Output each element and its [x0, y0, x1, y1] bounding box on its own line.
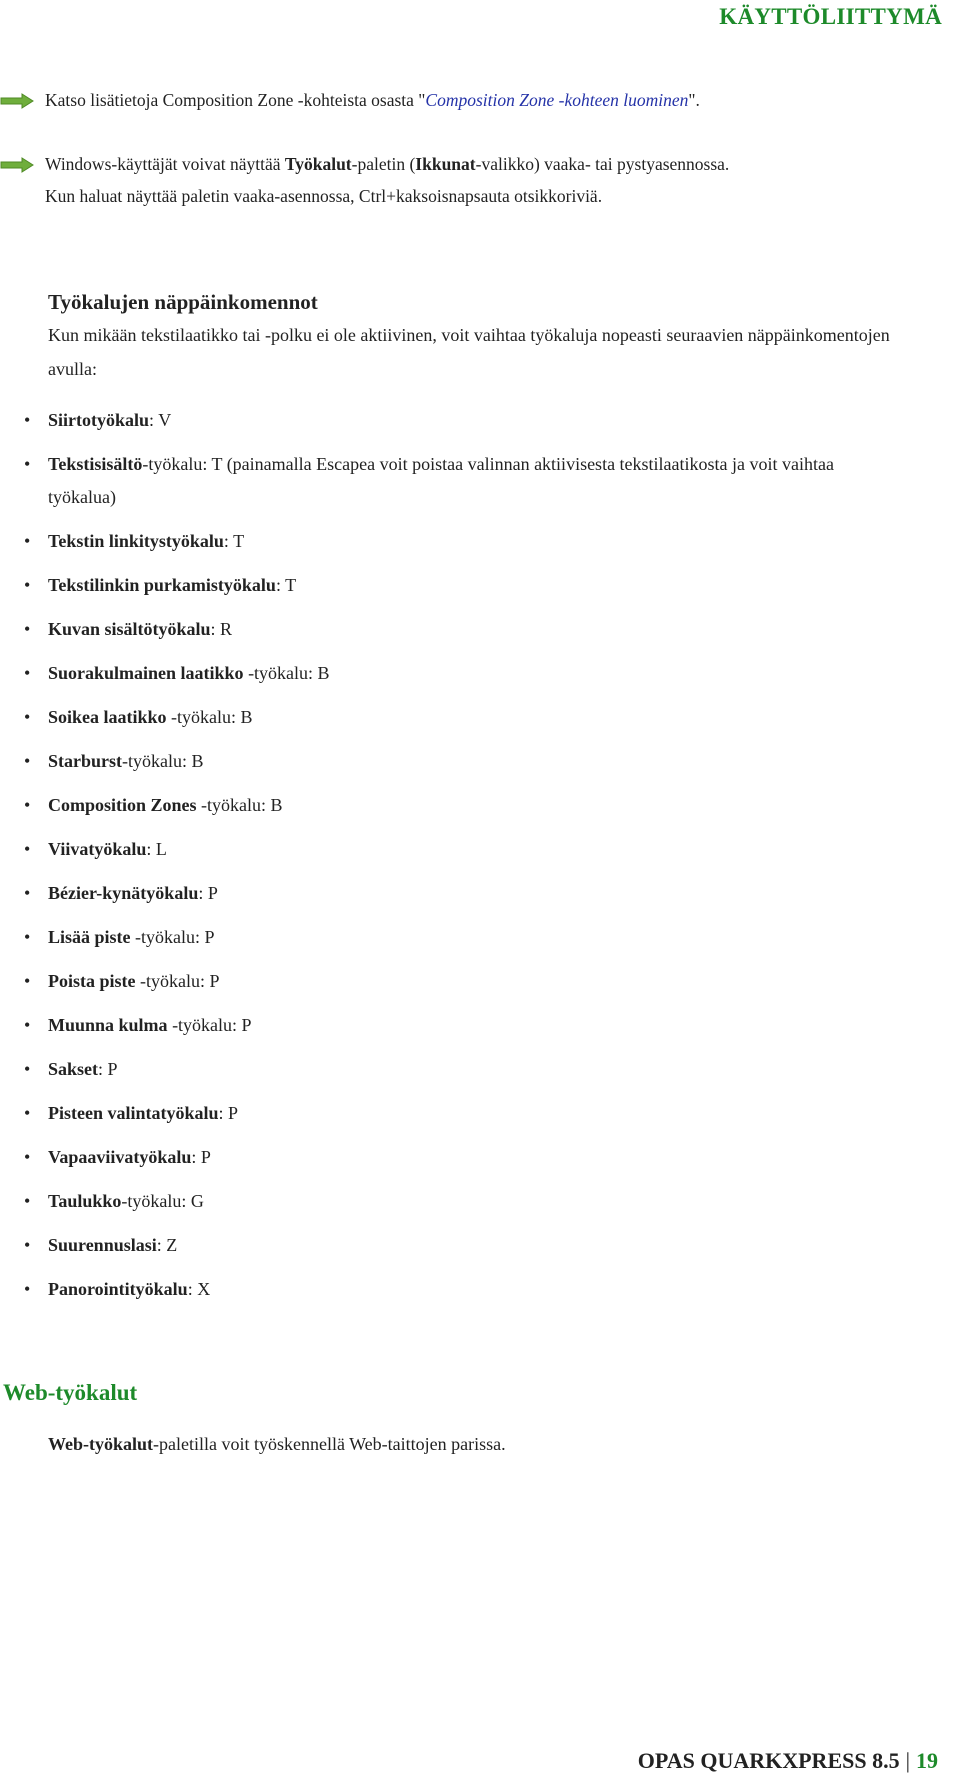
bullet-icon: •	[24, 410, 31, 430]
shortcut-item	[0, 701, 900, 734]
shortcut-key: : L	[146, 839, 167, 859]
bullet-icon: •	[24, 1015, 31, 1035]
shortcut-item	[0, 921, 900, 954]
bullet-icon: •	[24, 795, 31, 815]
shortcut-item	[0, 1185, 900, 1218]
shortcut-tool-name: Muunna kulma	[48, 1015, 168, 1035]
shortcut-tool-name: Suurennuslasi	[48, 1235, 157, 1255]
note-text: Katso lisätietoja Composition Zone -kohteista osasta "Composition Zone -kohteen luominen".	[45, 90, 700, 110]
shortcut-key: -työkalu: B	[196, 795, 283, 815]
shortcut-item	[0, 1273, 900, 1306]
shortcut-tool-name: Taulukko	[48, 1191, 122, 1211]
right-arrow-icon	[0, 93, 34, 109]
shortcut-key: -työkalu: P	[167, 1015, 252, 1035]
shortcut-tool-name: Bézier-kynätyökalu	[48, 883, 199, 903]
shortcut-item	[0, 1229, 900, 1262]
footer-separator: |	[905, 1748, 910, 1773]
bullet-icon: •	[24, 751, 31, 771]
shortcut-tool-name: Pisteen valintatyökalu	[48, 1103, 219, 1123]
bullet-icon: •	[24, 1279, 31, 1299]
bullet-icon: •	[24, 1235, 31, 1255]
shortcut-key: : Z	[156, 1235, 178, 1255]
shortcut-key: : P	[198, 883, 218, 903]
shortcut-tool-name: Viivatyökalu	[48, 839, 147, 859]
shortcut-item	[0, 1053, 900, 1086]
note-text-line2: Kun haluat näyttää paletin vaaka-asennossa, Ctrl+kaksoisnapsauta otsikkoriviä.	[45, 186, 603, 206]
shortcut-key: -työkalu: P	[135, 971, 220, 991]
shortcut-list	[0, 404, 900, 1317]
bullet-icon: •	[24, 1147, 31, 1167]
shortcut-item	[0, 745, 900, 778]
shortcut-key: : T	[223, 531, 245, 551]
bullet-icon: •	[24, 1103, 31, 1123]
shortcut-tool-name: Tekstisisältö	[48, 454, 143, 474]
shortcut-tool-name: Vapaaviivatyökalu	[48, 1147, 192, 1167]
shortcut-item	[0, 965, 900, 998]
shortcut-item	[0, 569, 900, 602]
shortcut-tool-name: Soikea laatikko	[48, 707, 167, 727]
shortcut-key: : P	[98, 1059, 118, 1079]
note-windows-palette	[0, 148, 900, 218]
shortcut-tool-name: Tekstilinkin purkamistyökalu	[48, 575, 276, 595]
shortcut-key: -työkalu: B	[122, 751, 204, 771]
shortcut-item	[0, 448, 900, 514]
shortcut-tool-name: Suorakulmainen laatikko	[48, 663, 244, 683]
shortcut-tool-name: Siirtotyökalu	[48, 410, 150, 430]
shortcut-item	[0, 789, 900, 822]
shortcut-tool-name: Panorointityökalu	[48, 1279, 188, 1299]
shortcut-item	[0, 833, 900, 866]
shortcut-key: -työkalu: B	[166, 707, 253, 727]
shortcut-item	[0, 1009, 900, 1042]
bullet-icon: •	[24, 927, 31, 947]
bullet-icon: •	[24, 1059, 31, 1079]
page-header-title: KÄYTTÖLIITTYMÄ	[719, 4, 942, 29]
page-number: 19	[916, 1748, 938, 1773]
shortcut-item	[0, 657, 900, 690]
note-composition-zone	[0, 84, 900, 118]
shortcut-key: -työkalu: G	[121, 1191, 204, 1211]
shortcut-key: -työkalu: P	[130, 927, 215, 947]
shortcut-item	[0, 613, 900, 646]
shortcut-tool-name: Composition Zones	[48, 795, 197, 815]
shortcut-tool-name: Poista piste	[48, 971, 136, 991]
bullet-icon: •	[24, 1191, 31, 1211]
right-arrow-icon	[0, 157, 34, 173]
bullet-icon: •	[24, 707, 31, 727]
shortcut-key: -työkalu: T (painamalla Escapea voit poistaa valinnan aktiivisesta tekstilaatikosta ja voit vaihtaa työkalua)	[48, 454, 834, 507]
shortcut-item	[0, 1141, 900, 1174]
bullet-icon: •	[24, 575, 31, 595]
bullet-icon: •	[24, 883, 31, 903]
footer-guide-title: OPAS QUARKXPRESS 8.5	[637, 1748, 900, 1773]
shortcut-tool-name: Sakset	[48, 1059, 99, 1079]
shortcut-key: : R	[210, 619, 233, 639]
composition-zone-link[interactable]: Composition Zone -kohteen luominen	[425, 90, 689, 110]
shortcut-tool-name: Lisää piste	[48, 927, 131, 947]
shortcut-key: : P	[218, 1103, 239, 1123]
bullet-icon: •	[24, 619, 31, 639]
shortcut-key: -työkalu: B	[243, 663, 330, 683]
shortcut-key: : P	[191, 1147, 211, 1167]
shortcut-item	[0, 525, 900, 558]
shortcut-key: : T	[275, 575, 297, 595]
shortcut-item	[0, 877, 900, 910]
shortcut-key: : X	[187, 1279, 211, 1299]
section-intro: Kun mikään tekstilaatikko tai -polku ei ole aktiivinen, voit vaihtaa työkaluja nopeasti seuraavien näppäinkomentojen avulla:	[48, 325, 890, 379]
bullet-icon: •	[24, 971, 31, 991]
page-footer	[638, 1748, 938, 1774]
shortcut-tool-name: Kuvan sisältötyökalu	[48, 619, 211, 639]
web-tools-heading: Web-työkalut	[3, 1380, 138, 1405]
shortcut-key: : V	[149, 410, 172, 430]
bullet-icon: •	[24, 531, 31, 551]
shortcut-item	[0, 404, 900, 437]
note-text-line1: Windows-käyttäjät voivat näyttää Työkalut-paletin (Ikkunat-valikko) vaaka- tai pystyasennossa.	[45, 154, 730, 174]
section-title: Työkalujen näppäinkomennot	[48, 290, 318, 314]
bullet-icon: •	[24, 454, 31, 474]
web-tools-text: Web-työkalut-paletilla voit työskennellä Web-taittojen parissa.	[48, 1434, 506, 1454]
shortcut-tool-name: Tekstin linkitystyökalu	[48, 531, 224, 551]
bullet-icon: •	[24, 839, 31, 859]
shortcut-tool-name: Starburst	[48, 751, 123, 771]
shortcut-item	[0, 1097, 900, 1130]
bullet-icon: •	[24, 663, 31, 683]
